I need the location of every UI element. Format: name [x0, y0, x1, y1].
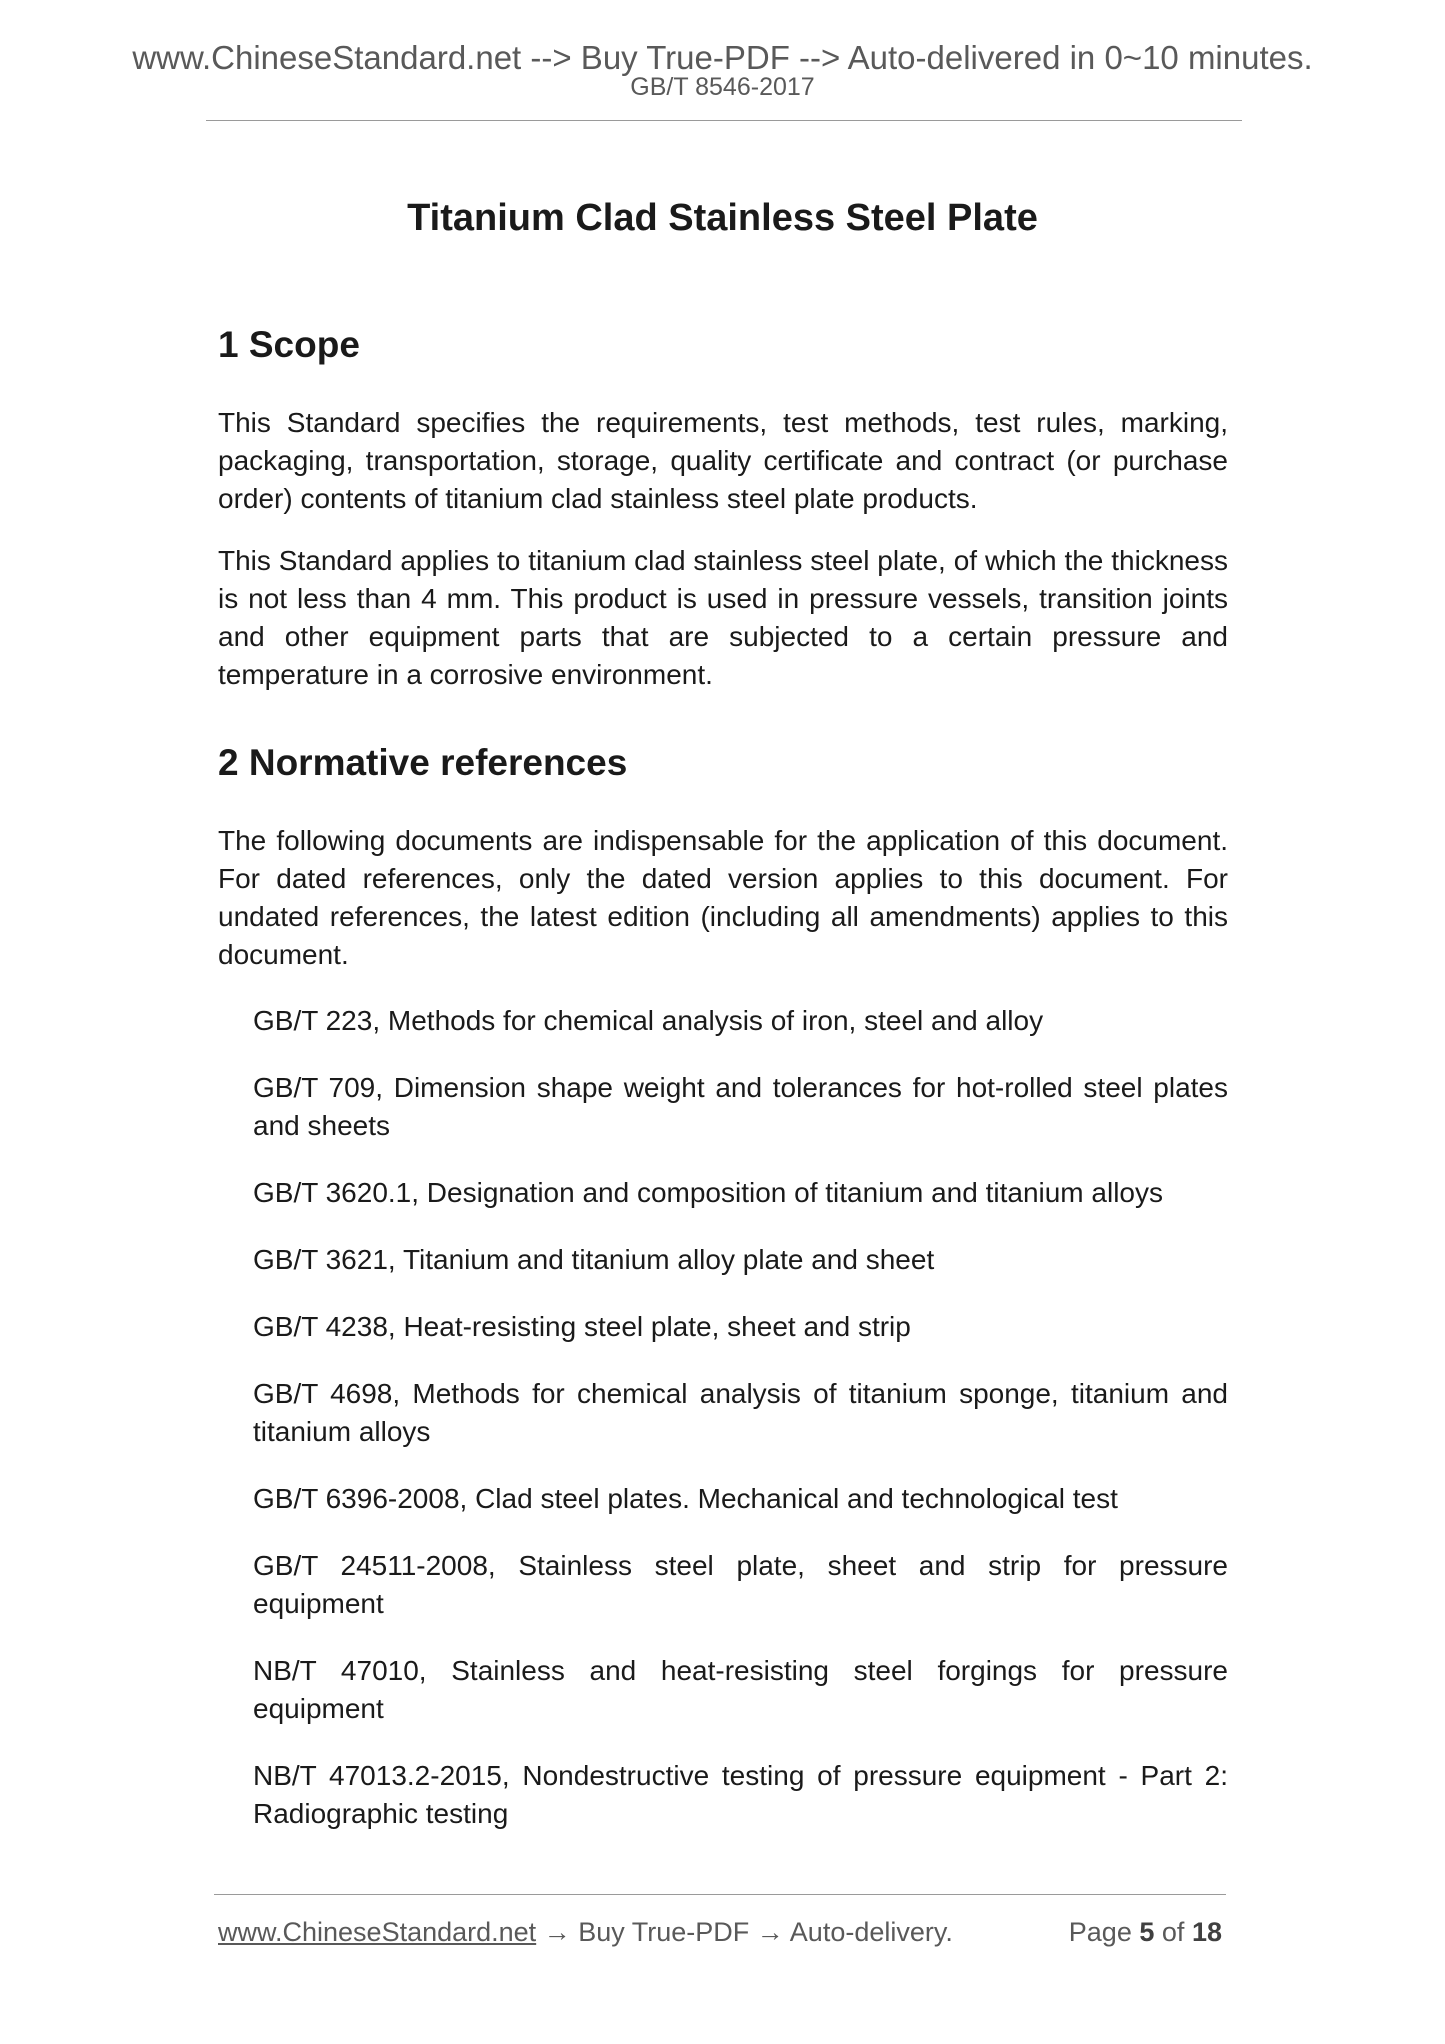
footer-promo — [218, 1915, 953, 1949]
scope-paragraph-1: This Standard specifies the requirements, test methods, test rules, marking, packaging, transportation, storage, quality certificate and contract (or purchase order) contents of titanium clad stainless steel plate products. — [218, 407, 1228, 514]
top-banner: www.ChineseStandard.net --> Buy True-PDF --> Auto-delivered in 0~10 minutes. — [132, 39, 1313, 76]
reference-item: GB/T 24511-2008, Stainless steel plate, sheet and strip for pressure equipment — [253, 1550, 1228, 1619]
reference-item: GB/T 4238, Heat-resisting steel plate, sheet and strip — [253, 1311, 911, 1342]
scope-paragraph-2: This Standard applies to titanium clad stainless steel plate, of which the thickness is not less than 4 mm. This product is used in pressure vessels, transition joints and other equipment parts that are subjected to a certain pressure and temperature in a corrosive environment. — [218, 545, 1228, 690]
section-heading-normative-references: 2 Normative references — [218, 742, 628, 783]
reference-item: GB/T 3620.1, Designation and composition of titanium and titanium alloys — [253, 1177, 1163, 1208]
arrow-icon: → — [543, 1917, 571, 1947]
footer-divider — [214, 1894, 1226, 1895]
arrow-icon: → — [756, 1917, 784, 1947]
document-body — [218, 322, 1228, 1862]
page-total: 18 — [1191, 1917, 1222, 1947]
page-current: 5 — [1139, 1917, 1155, 1947]
reference-item: NB/T 47013.2-2015, Nondestructive testing of pressure equipment - Part 2: Radiographic testing — [253, 1760, 1228, 1829]
reference-item: GB/T 223, Methods for chemical analysis of iron, steel and alloy — [253, 1005, 1044, 1036]
section-heading-scope: 1 Scope — [218, 324, 360, 365]
document-code: GB/T 8546-2017 — [630, 73, 815, 101]
footer-delivery-text: Auto-delivery. — [789, 1917, 953, 1947]
reference-item: NB/T 47010, Stainless and heat-resisting steel forgings for pressure equipment — [253, 1655, 1228, 1724]
page-number — [1069, 1915, 1222, 1949]
header-divider — [206, 120, 1242, 121]
references-list — [218, 1002, 1228, 1833]
reference-item: GB/T 709, Dimension shape weight and tolerances for hot-rolled steel plates and sheets — [253, 1072, 1228, 1141]
document-title: Titanium Clad Stainless Steel Plate — [407, 197, 1038, 240]
page-label: Page — [1068, 1917, 1132, 1947]
reference-item: GB/T 4698, Methods for chemical analysis of titanium sponge, titanium and titanium alloys — [253, 1378, 1228, 1447]
of-label: of — [1161, 1917, 1185, 1947]
references-intro: The following documents are indispensable for the application of this document. For dated references, only the dated version applies to this document. For undated references, the latest edition (including all amendments) applies to this document. — [218, 825, 1228, 970]
footer-site-link[interactable]: www.ChineseStandard.net — [218, 1917, 537, 1947]
reference-item: GB/T 6396-2008, Clad steel plates. Mechanical and technological test — [253, 1483, 1118, 1514]
footer-buy-text: Buy True-PDF — [578, 1917, 750, 1947]
reference-item: GB/T 3621, Titanium and titanium alloy plate and sheet — [253, 1244, 935, 1275]
